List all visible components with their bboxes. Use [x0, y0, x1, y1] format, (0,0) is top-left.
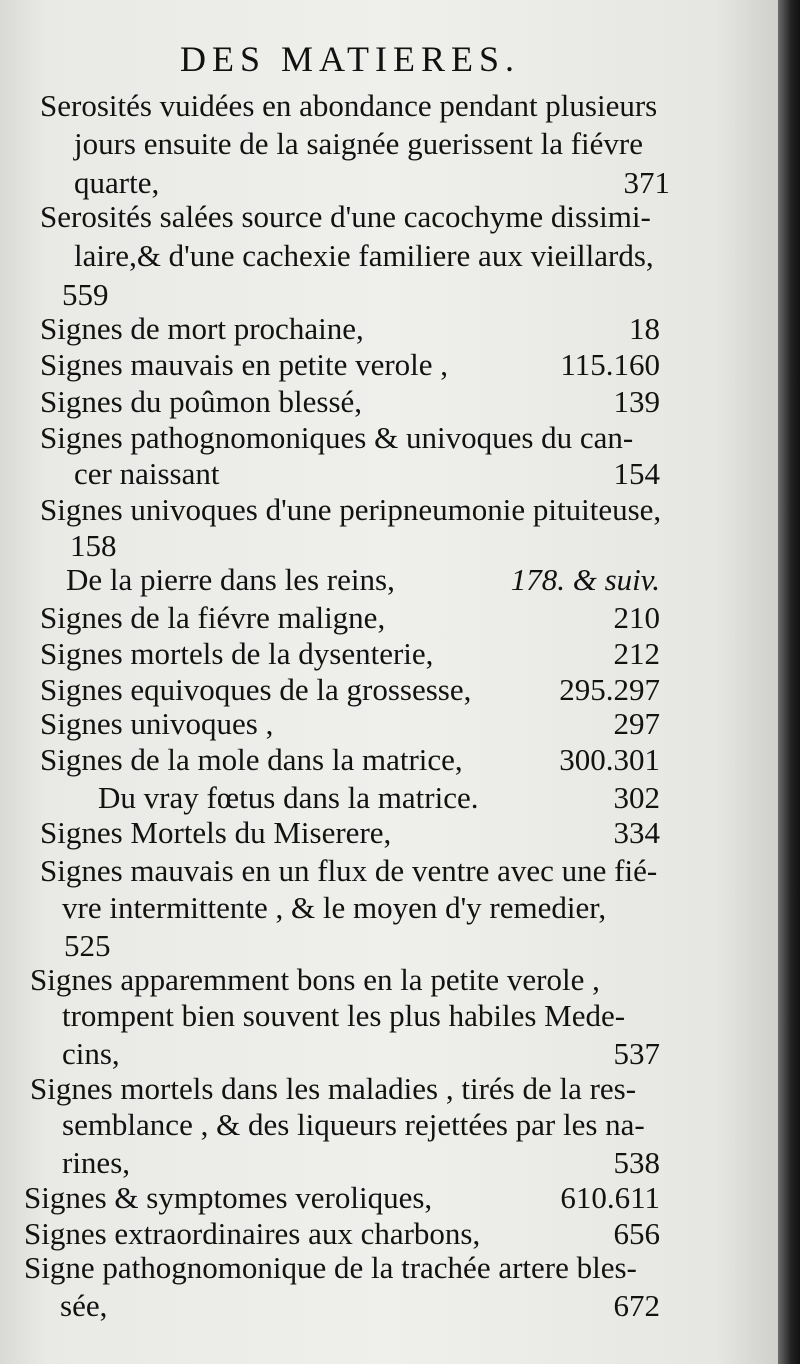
index-line: [0, 238, 778, 278]
entry-text: cer naissant: [74, 456, 220, 491]
index-line: [0, 126, 778, 166]
index-line: [0, 815, 778, 855]
page-number: 302: [613, 780, 660, 815]
index-line: [0, 962, 778, 1002]
entry-text: rines,: [62, 1145, 131, 1180]
page-number: 334: [613, 815, 660, 850]
entry-text: laire,& d'une cachexie familiere aux vieillards,: [74, 238, 654, 273]
entry-text: semblance , & des liqueurs rejettées par les na-: [62, 1107, 645, 1142]
index-line: [0, 420, 778, 460]
page-heading: DES MATIERES.: [179, 39, 521, 79]
index-line: [0, 780, 778, 820]
entry-text: Signes apparemment bons en la petite verole ,: [30, 962, 600, 997]
entry-text: Signes du poûmon blessé,: [40, 384, 363, 419]
entry-text: cins,: [62, 1036, 120, 1071]
entry-text: Signes & symptomes veroliques,: [24, 1180, 433, 1215]
entry-text: sée,: [60, 1288, 108, 1323]
page-edge-shadow: [778, 0, 800, 1364]
page-number: 178. & suiv.: [510, 562, 660, 597]
entry-text: Signes mauvais en petite verole ,: [40, 347, 449, 382]
index-line: [0, 1180, 778, 1220]
entry-text: trompent bien souvent les plus habiles Mede-: [62, 998, 626, 1033]
index-line: [0, 998, 778, 1038]
page-number: 559: [62, 277, 109, 312]
entry-text: vre intermittente , & le moyen d'y remedier,: [62, 890, 607, 925]
index-line: [0, 456, 778, 496]
page-number: 525: [64, 928, 111, 963]
entry-text: Serosités salées source d'une cacochyme dissimi-: [40, 199, 651, 234]
entry-text: Signes de la fiévre maligne,: [40, 600, 386, 635]
entry-text: Signes univoques d'une peripneumonie pituiteuse,: [40, 492, 662, 527]
page-number: 300.301: [559, 742, 660, 777]
entry-text: Signes de mort prochaine,: [40, 311, 364, 346]
index-line: [0, 636, 778, 676]
entry-text: Du vray fœtus dans la matrice.: [98, 780, 479, 815]
page-number: 154: [613, 456, 660, 491]
entry-text: De la pierre dans les reins,: [66, 562, 395, 597]
index-line: [0, 492, 778, 532]
page-number: 656: [613, 1216, 660, 1251]
entry-text: Signes equivoques de la grossesse,: [40, 672, 472, 707]
index-line: [0, 347, 778, 387]
entry-text: Signes univoques ,: [40, 706, 274, 741]
index-line: [0, 1250, 778, 1290]
page-number: 672: [613, 1288, 660, 1323]
page-number: 210: [613, 600, 660, 635]
page-number: 538: [613, 1145, 660, 1180]
page-number: 139: [613, 384, 660, 419]
index-line: [0, 1107, 778, 1147]
entry-text: Signes mortels de la dysenterie,: [40, 636, 434, 671]
page-number: 295.297: [559, 672, 660, 707]
entry-text: Signes extraordinaires aux charbons,: [24, 1216, 481, 1251]
page-number: 115.160: [560, 347, 660, 382]
index-line: [0, 706, 778, 746]
index-line: [0, 742, 778, 782]
index-line: [0, 1288, 778, 1328]
entry-text: jours ensuite de la saignée guerissent la fiévre: [74, 126, 643, 161]
page-number: 18: [629, 311, 660, 346]
entry-text: Signes pathognomoniques & univoques du can-: [40, 420, 634, 455]
index-line: [0, 1145, 778, 1185]
index-line: [0, 384, 778, 424]
entry-text: Signes mortels dans les maladies , tirés de la res-: [30, 1071, 637, 1106]
page-number: 537: [613, 1036, 660, 1071]
index-line: [0, 88, 778, 128]
index-line: [0, 1036, 778, 1076]
page-number: 297: [613, 706, 660, 741]
entry-text: Signes de la mole dans la matrice,: [40, 742, 463, 777]
entry-text: Serosités vuidées en abondance pendant plusieurs: [40, 88, 658, 123]
page-number: 212: [613, 636, 660, 671]
page-number: 158: [70, 528, 117, 563]
entry-text: Signes mauvais en un flux de ventre avec une fié-: [40, 853, 658, 888]
index-line: [0, 1071, 778, 1111]
index-line: [0, 600, 778, 640]
entry-text: Signes Mortels du Miserere,: [40, 815, 392, 850]
index-line: [0, 199, 778, 239]
index-line: [0, 311, 778, 351]
index-line: [0, 890, 778, 930]
page-number: 610.611: [560, 1180, 660, 1215]
entry-text: quarte,: [74, 165, 160, 200]
index-line: [0, 853, 778, 893]
entry-text: Signe pathognomonique de la trachée artere bles-: [24, 1250, 637, 1285]
index-line: [0, 562, 778, 602]
page-number: 371: [623, 165, 670, 200]
